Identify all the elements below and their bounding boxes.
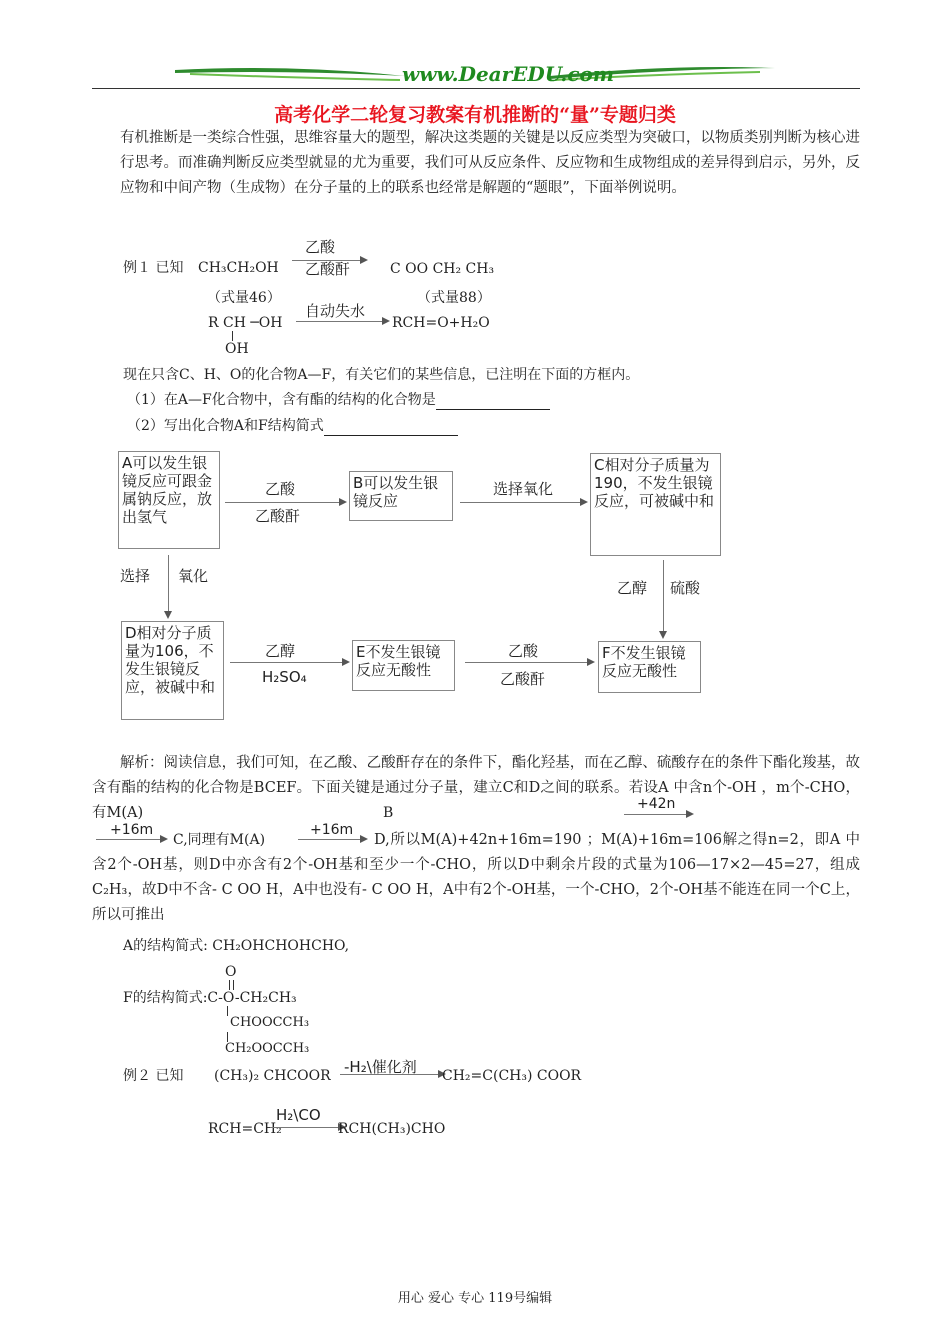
flow-ef-bottom: 乙酸酐: [500, 670, 546, 688]
flow-ad-arrow: [168, 555, 169, 617]
ex2-product: CH₂=C(CH₃) COOR: [442, 1068, 582, 1084]
analysis-c-line: C,同理有M(A): [173, 832, 266, 848]
flow-cf-left: 乙醇: [617, 579, 648, 597]
flow-de-arrow: [230, 662, 348, 663]
analysis-plus16m-b: +16m: [310, 822, 354, 838]
intro-paragraph: 有机推断是一类综合性强，思维容量大的题型，解决这类题的关键是以反应类型为突破口，以物质类别判断为核心进行思考。而准确判断反应类型就显的尤为重要，我们可从反应条件、反应物和生成物组成的差异得到启示，另外，反应物和中间产物（生成物）在分子量的上的联系也经常是解题的“题眼”，下面举例说明。: [120, 130, 860, 196]
flow-bc-label: 选择氧化: [493, 480, 554, 498]
flow-ad-left: 选择: [120, 567, 151, 585]
flow-ad-right: 氧化: [178, 567, 209, 585]
flow-bc-arrow: [460, 502, 586, 503]
ex2-r2-product: RCH(CH₃)CHO: [338, 1121, 446, 1137]
analysis-b: B: [383, 805, 394, 821]
box-C: C相对分子质量为190，不发生银镜反应，可被碱中和: [590, 453, 721, 556]
f-structure: F的结构简式:C-O-CH₂CH₃: [123, 990, 297, 1006]
q1-blank[interactable]: [436, 409, 550, 410]
ex2-label: 例２ 已知: [123, 1068, 184, 1084]
problem-intro: 现在只含C、H、O的化合物A—F，有关它们的某些信息，已注明在下面的方框内。: [123, 367, 640, 383]
analysis-arrow-42n: [624, 814, 692, 815]
box-E: E不发生银镜反应无酸性: [352, 640, 455, 691]
box-F: F不发生银镜反应无酸性: [598, 641, 701, 693]
ex1-r2-arrow-label: 自动失水: [305, 302, 366, 320]
flow-ab-bottom: 乙酸酐: [255, 507, 301, 525]
analysis-paragraph-1: 解析：阅读信息，我们可知，在乙酸、乙酸酐存在的条件下，酯化羟基，而在乙醇、硫酸存在的条件下酯化羧基，故含有酯的结构的化合物是BCEF。下面关键是通过分子量，建立C和D之间的联系。若设A 中含n个-OH ，m个-CHO，有M(A): [92, 755, 860, 821]
ex1-mass-right: （式量88）: [417, 290, 491, 306]
ex2-r2-left: RCH=CH₂: [208, 1121, 282, 1137]
box-B: B可以发生银镜反应: [349, 471, 453, 521]
ex2-arrow: [340, 1074, 444, 1075]
ex2-reactant: (CH₃)₂ CHCOOR: [214, 1068, 331, 1084]
header-rule: [92, 88, 860, 89]
page-footer: 用心 爱心 专心 119号编辑: [397, 1291, 553, 1306]
question-1: （1）在A—F化合物中，含有酯的结构的化合物是: [127, 390, 550, 410]
box-A: A可以发生银镜反应可跟金属钠反应，放出氢气: [118, 451, 220, 549]
ex1-product: C OO CH₂ CH₃: [390, 261, 495, 277]
flow-cf-right: 硫酸: [670, 579, 701, 597]
ex1-r2-oh: OH: [225, 341, 249, 357]
analysis-plus42n: +42n: [637, 796, 676, 812]
a-structure: A的结构简式: CH₂OHCHOHCHO,: [123, 938, 350, 954]
flow-de-bottom: H₂SO₄: [262, 668, 307, 686]
question-2: （2）写出化合物A和F结构简式: [127, 416, 458, 436]
flow-de-top: 乙醇: [265, 642, 296, 660]
ex1-arrow-bottom: 乙酸酐: [305, 260, 351, 278]
f-line-2: CHOOCCH₃: [230, 1015, 310, 1030]
page-title: 高考化学二轮复习教案有机推断的“量”专题归类: [274, 104, 676, 126]
flow-ef-arrow: [465, 662, 593, 663]
header-logo: [170, 60, 780, 90]
ex1-r2-left: R CH ─OH: [208, 315, 283, 331]
analysis-paragraph-2: D,所以M(A)+42n+16m=190 ；M(A)+16m=106解之得n=2，即A 中含2个-OH基，则D中亦含有2个-OH基和至少一个-CHO，所以D中剩余片段的式量为106—17×2—45=27，组成C₂H₃，故D中不含- C OO H，A中也没有- C OO H，A中有2个-OH基，一个-CHO，2个-OH基不能连在同一个C上，所以可推出: [92, 832, 860, 923]
flow-cf-arrow: [663, 560, 664, 637]
flow-ab-arrow: [225, 502, 345, 503]
ex1-r2-product: RCH=O+H₂O: [392, 315, 490, 331]
ex1-reactant: CH₃CH₂OH: [198, 260, 279, 276]
q2-blank[interactable]: [324, 435, 458, 436]
flow-ab-top: 乙酸: [265, 480, 296, 498]
f-line-3: CH₂OOCCH₃: [225, 1041, 310, 1056]
f-carbonyl-o: O: [225, 964, 237, 980]
ex1-label: 例１ 已知: [123, 260, 184, 276]
logo-text: www.DearEDU.com: [402, 62, 615, 86]
f-bond-1: [227, 1006, 228, 1016]
box-D: D相对分子质量为106，不发生银镜反应，被碱中和: [121, 621, 224, 720]
flow-ef-top: 乙酸: [508, 642, 539, 660]
ex2-arrow-top: -H₂\催化剂: [344, 1058, 417, 1076]
analysis-plus16m-a: +16m: [110, 822, 154, 838]
ex1-r2-arrow: [296, 321, 388, 322]
ex2-r2-arrow: [270, 1127, 344, 1128]
ex2-r2-arrow-label: H₂\CO: [276, 1106, 321, 1124]
ex1-arrow-top: 乙酸: [305, 238, 336, 256]
ex1-mass-left: （式量46）: [207, 290, 281, 306]
